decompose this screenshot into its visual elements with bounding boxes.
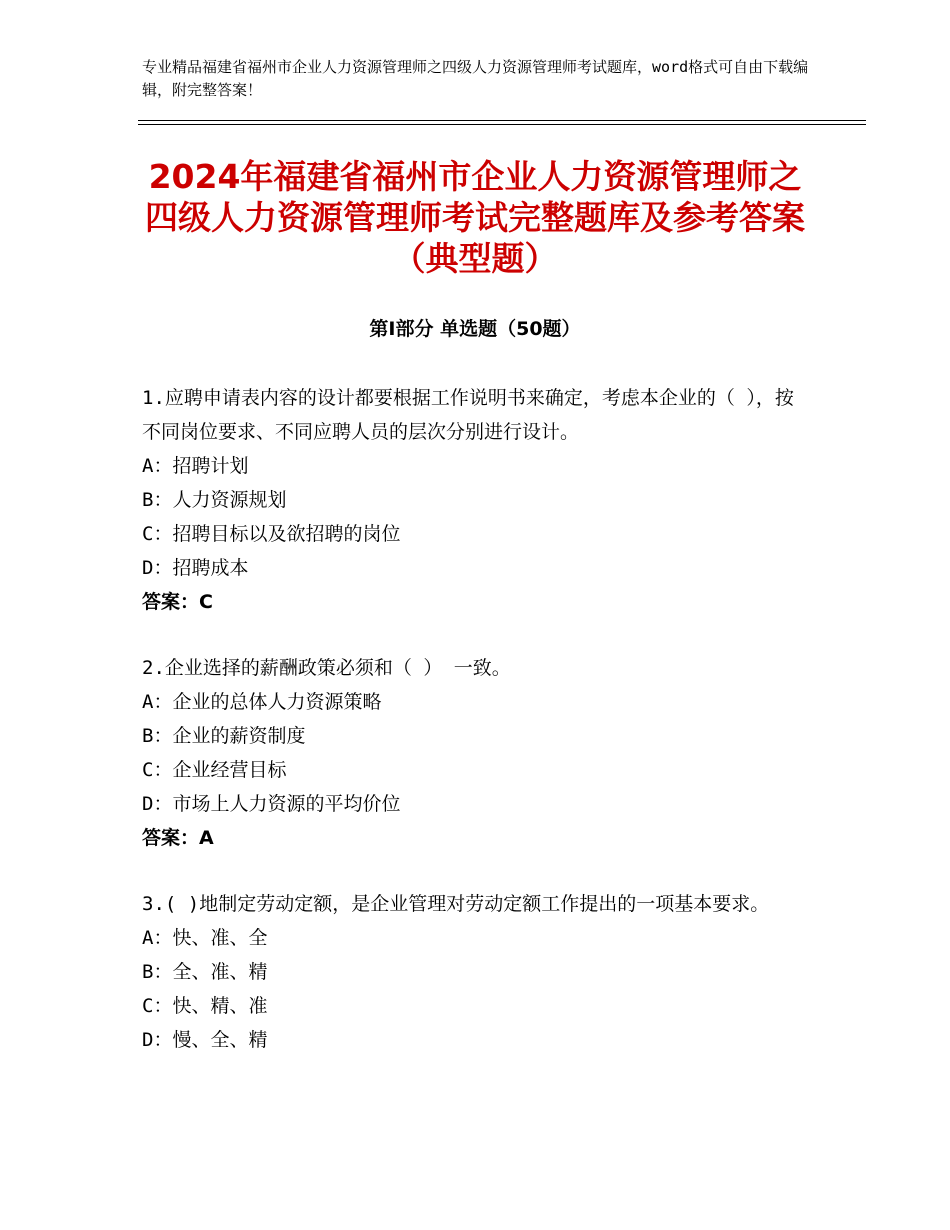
question-answer: 答案：A	[142, 827, 214, 849]
question-option-b: B：企业的薪资制度	[142, 725, 306, 747]
section-heading: 第Ⅰ部分 单选题（50题）	[369, 318, 581, 340]
question-option-d: D：慢、全、精	[142, 1029, 268, 1051]
question-option-a: A：招聘计划	[142, 455, 249, 477]
question-2	[142, 651, 812, 855]
question-option-a: A：企业的总体人力资源策略	[142, 691, 382, 713]
question-answer: 答案：C	[142, 591, 213, 613]
question-option-c: C：招聘目标以及欲招聘的岗位	[142, 523, 401, 545]
question-option-d: D：招聘成本	[142, 557, 249, 579]
document-title: 2024年福建省福州市企业人力资源管理师之四级人力资源管理师考试完整题库及参考答案（典型题）	[145, 157, 805, 278]
header-rule-bottom	[138, 124, 866, 125]
header-rule-top	[138, 120, 866, 121]
question-list	[142, 381, 812, 1089]
header-note: 专业精品福建省福州市企业人力资源管理师之四级人力资源管理师考试题库，word格式可自由下载编辑，附完整答案！	[142, 58, 809, 99]
question-1	[142, 381, 812, 619]
question-option-a: A：快、准、全	[142, 927, 268, 949]
question-option-b: B：全、准、精	[142, 961, 268, 983]
question-stem: 3.( )地制定劳动定额，是企业管理对劳动定额工作提出的一项基本要求。	[142, 893, 770, 915]
question-option-d: D：市场上人力资源的平均价位	[142, 793, 401, 815]
question-stem: 1.应聘申请表内容的设计都要根据工作说明书来确定，考虑本企业的（ ），按不同岗位要求、不同应聘人员的层次分别进行设计。	[142, 387, 794, 443]
question-option-c: C：快、精、准	[142, 995, 268, 1017]
question-stem: 2.企业选择的薪酬政策必须和（ ） 一致。	[142, 657, 511, 679]
question-option-b: B：人力资源规划	[142, 489, 287, 511]
question-option-c: C：企业经营目标	[142, 759, 287, 781]
question-3	[142, 887, 812, 1057]
